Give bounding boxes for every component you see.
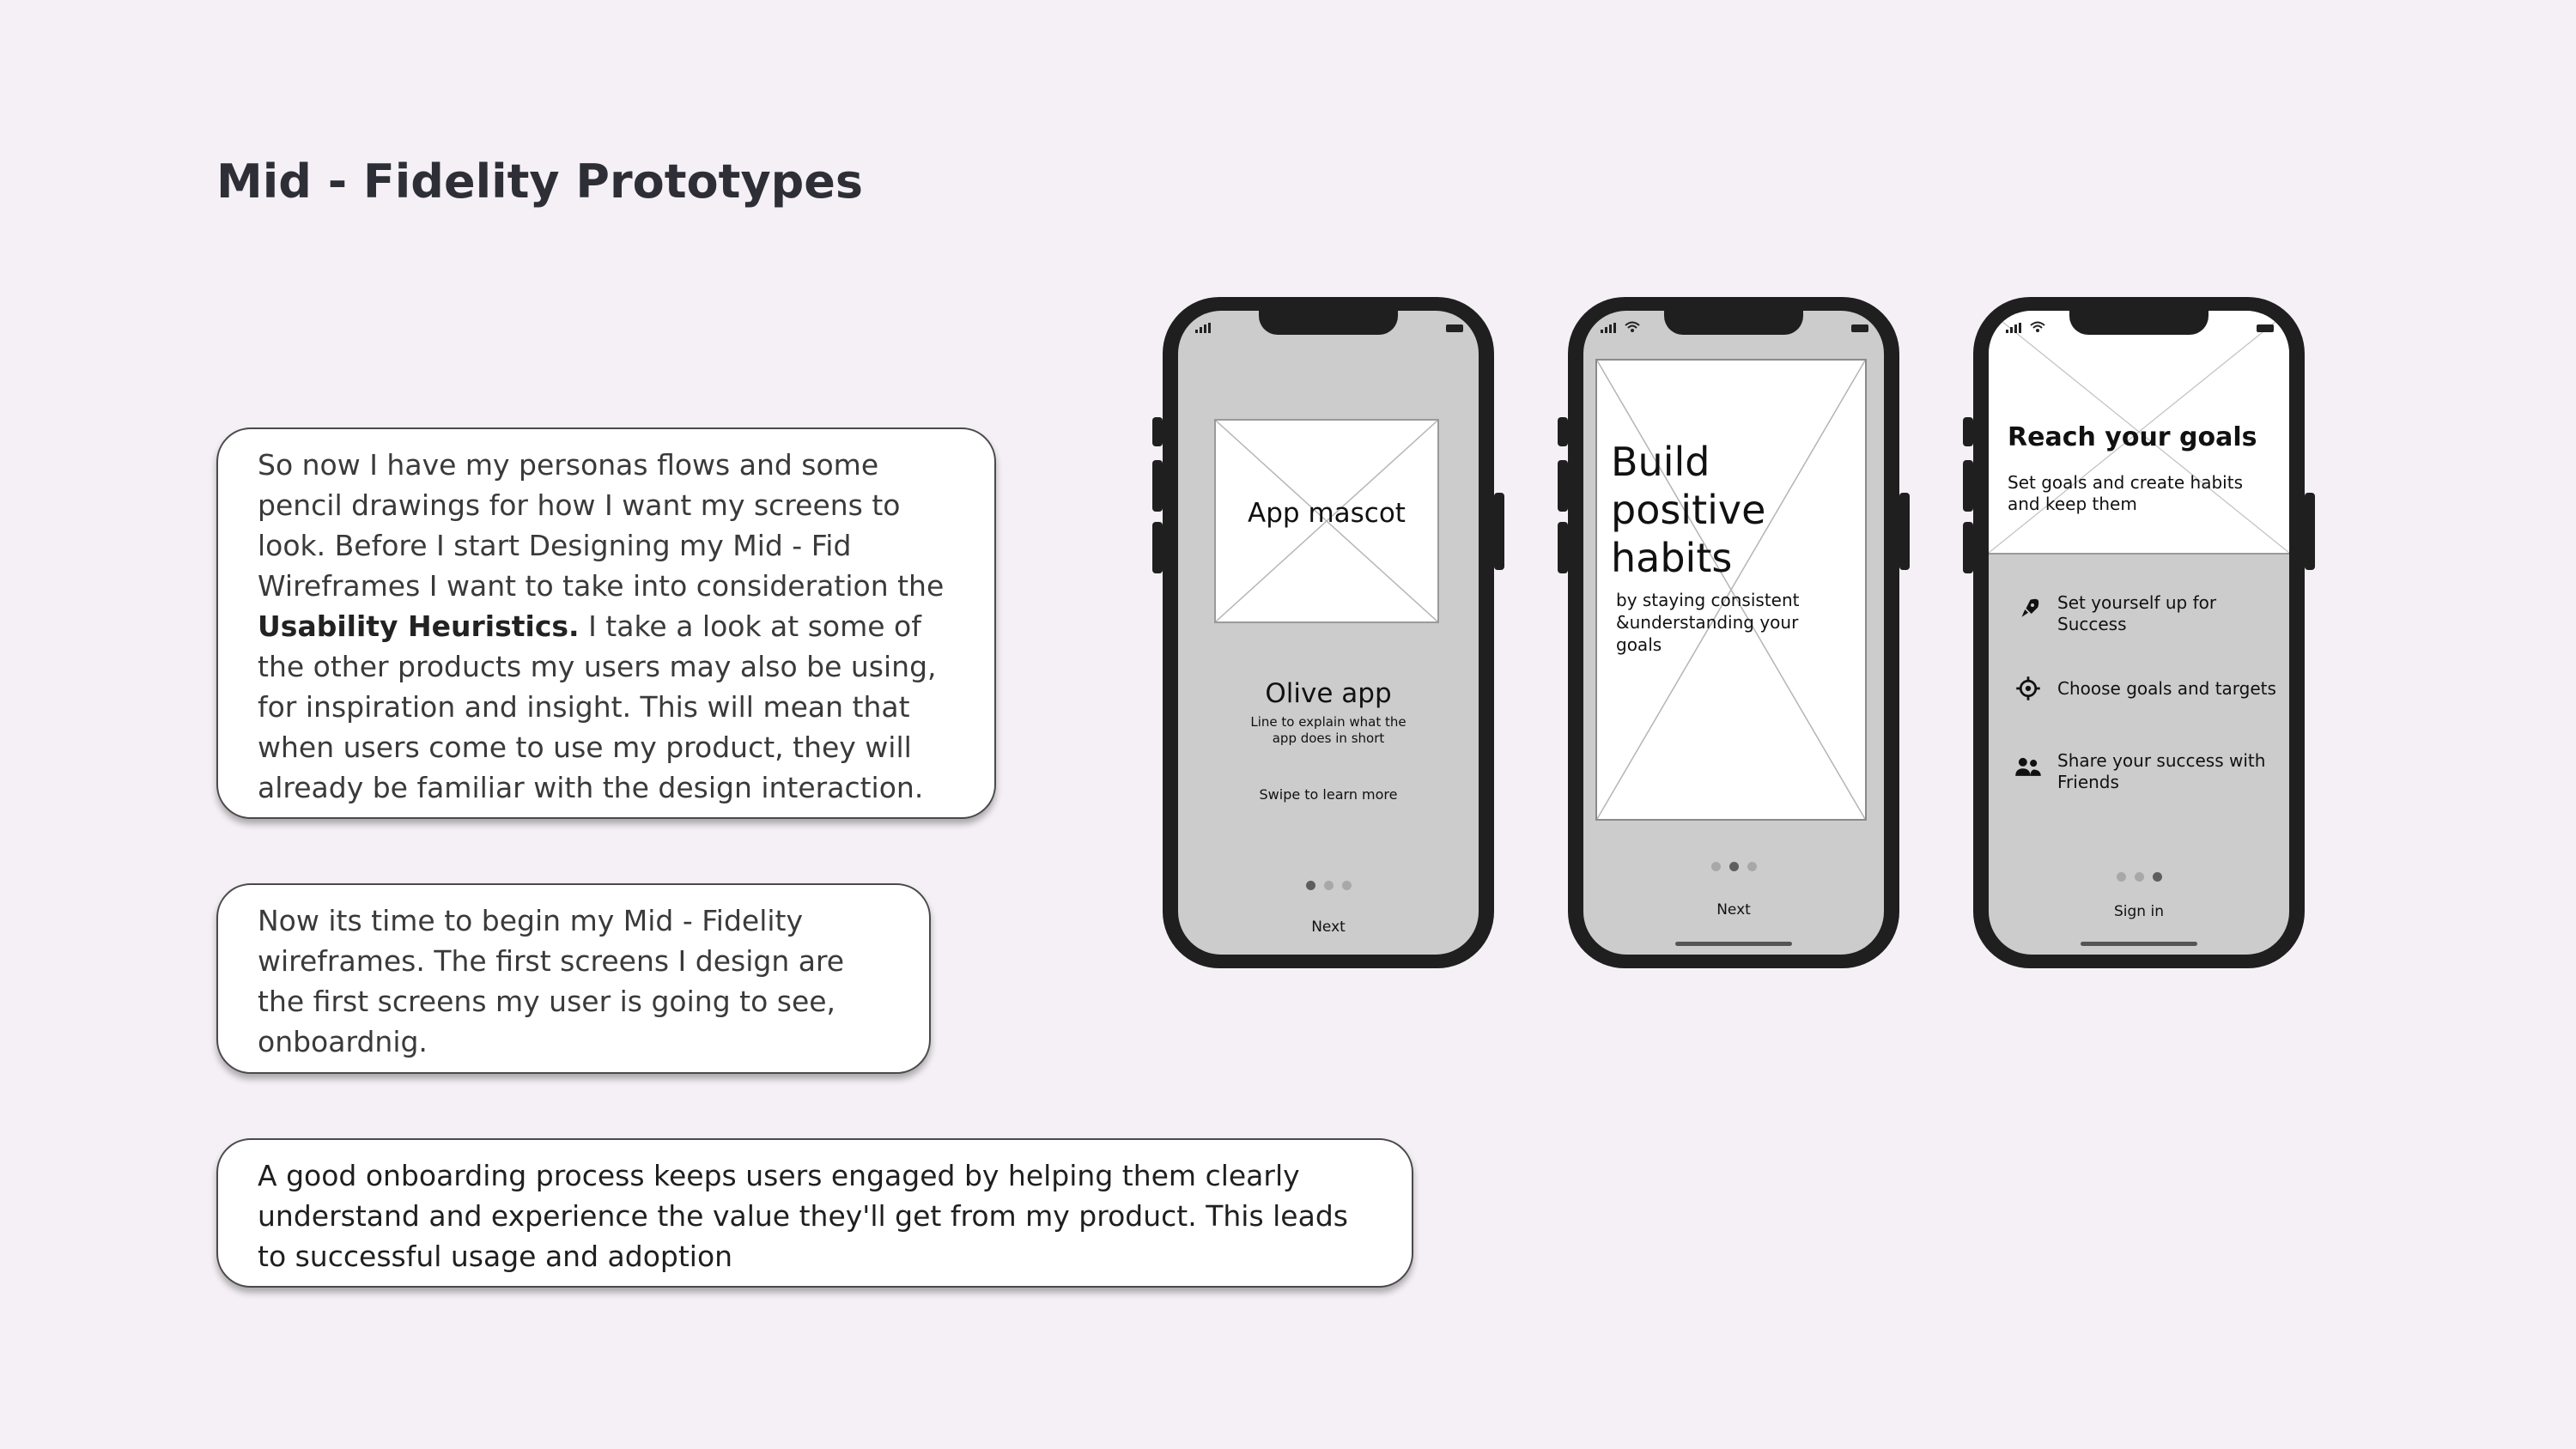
page-dot[interactable]	[2153, 872, 2162, 882]
page-dot[interactable]	[1729, 862, 1739, 871]
note-text: So now I have my personas flows and some pencil drawings for how I want my screens to look. Before I start Designing my Mid - Fid Wireframes I want to take into consideration the	[258, 448, 945, 603]
note-onboarding-start	[216, 883, 931, 1074]
signal-icon	[1195, 323, 1212, 333]
page-dot[interactable]	[1711, 862, 1721, 871]
home-indicator	[1675, 942, 1792, 946]
home-indicator	[2081, 942, 2197, 946]
phone-mockup-welcome	[1163, 297, 1494, 968]
wifi-icon	[1625, 321, 1640, 333]
phone-mockup-goals	[1973, 297, 2305, 968]
sign-in-button[interactable]: Sign in	[2114, 903, 2164, 920]
wifi-icon	[2030, 321, 2045, 333]
note-onboarding-value	[216, 1138, 1413, 1288]
rocket-icon	[2013, 594, 2044, 625]
placeholder-label: App mascot	[1248, 498, 1406, 529]
phone-screen	[1178, 311, 1479, 955]
target-icon	[2013, 673, 2044, 704]
phone-notch	[1259, 311, 1398, 335]
page-dot[interactable]	[1747, 862, 1757, 871]
app-name: Olive app	[1265, 678, 1392, 709]
note-text: A good onboarding process keeps users engaged by helping them clearly understand and experience the value they'll get from my product. This leads to successful usage and adoption	[258, 1159, 1348, 1273]
phone-mockup-habits	[1568, 297, 1899, 968]
page-indicator	[1989, 872, 2289, 882]
feature-item	[2013, 592, 2281, 635]
note-usability-heuristics	[216, 427, 996, 819]
app-tagline: Line to explain what the app does in short	[1250, 714, 1406, 746]
next-button[interactable]: Next	[1311, 919, 1346, 936]
header-image-placeholder	[1989, 311, 2289, 555]
page-dot[interactable]	[2117, 872, 2126, 882]
onboarding-headline: Build positive habits	[1611, 439, 1766, 581]
page-indicator	[1178, 881, 1479, 890]
note-text-cont: I take a look at some of the other products my users may also be using, for inspiration and insight. This will mean that when users come to use my product, they will already be familiar with the design interaction.	[258, 609, 937, 804]
onboarding-subtext: Set goals and create habits and keep them	[2008, 472, 2243, 514]
signal-icon	[1601, 323, 1618, 333]
phone-screen	[1989, 311, 2289, 955]
phone-notch	[2069, 311, 2208, 335]
hero-image-placeholder	[1595, 359, 1867, 821]
battery-icon	[1446, 324, 1463, 332]
feature-label: Choose goals and targets	[2057, 678, 2276, 699]
feature-item	[2013, 750, 2281, 793]
feature-item	[2013, 671, 2281, 704]
page-indicator	[1583, 862, 1884, 871]
phone-notch	[1664, 311, 1803, 335]
page-dot[interactable]	[1324, 881, 1334, 890]
feature-label: Share your success with Friends	[2057, 750, 2266, 792]
page-dot[interactable]	[1306, 881, 1315, 890]
note-emphasis: Usability Heuristics.	[258, 609, 580, 643]
page-dot[interactable]	[2135, 872, 2144, 882]
onboarding-subtext: by staying consistent &understanding your goals	[1616, 590, 1800, 655]
page-title: Mid - Fidelity Prototypes	[216, 155, 864, 209]
people-icon	[2013, 752, 2044, 783]
app-mascot-placeholder	[1214, 419, 1439, 623]
feature-label: Set yourself up for Success	[2057, 592, 2217, 634]
battery-icon	[1851, 324, 1868, 332]
signal-icon	[2006, 323, 2023, 333]
note-text: Now its time to begin my Mid - Fidelity wireframes. The first screens I design are the first screens my user is going to see, onboardnig.	[258, 904, 845, 1058]
swipe-hint[interactable]: Swipe to learn more	[1259, 786, 1398, 803]
onboarding-headline: Reach your goals	[2008, 422, 2257, 452]
battery-icon	[2257, 324, 2274, 332]
next-button[interactable]: Next	[1716, 901, 1751, 919]
page-dot[interactable]	[1342, 881, 1352, 890]
phone-screen	[1583, 311, 1884, 955]
